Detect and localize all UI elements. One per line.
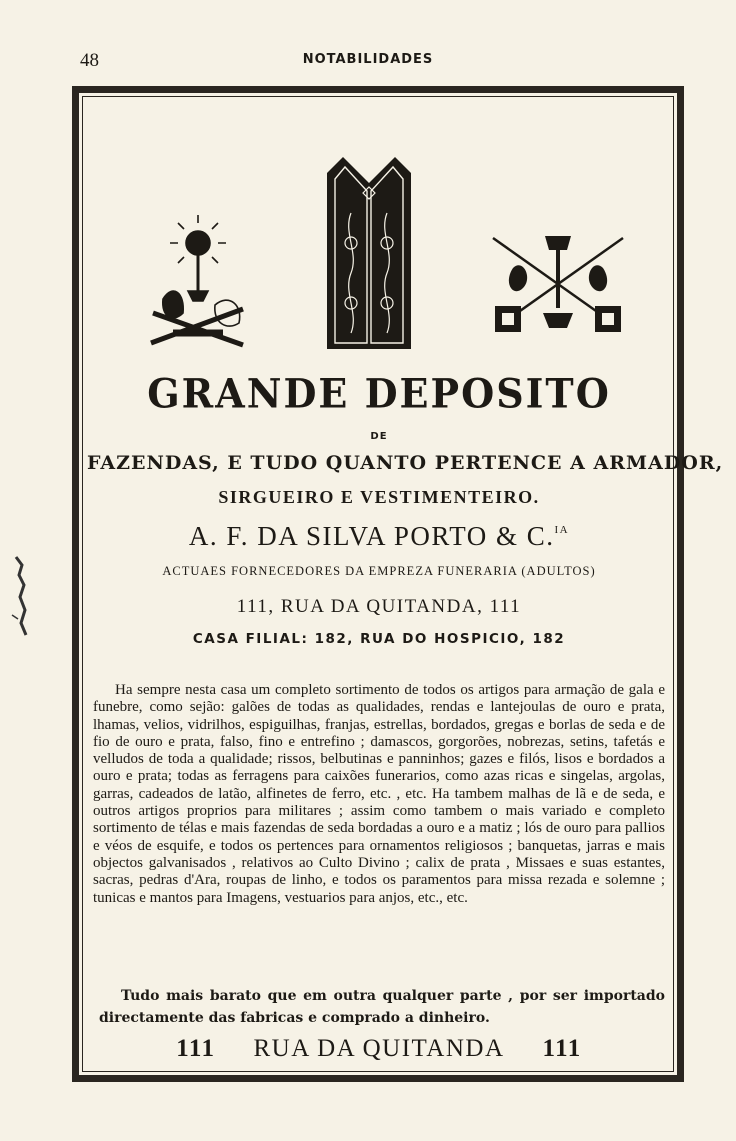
running-head: NOTABILIDADES — [302, 52, 434, 67]
advert-frame — [72, 86, 724, 1082]
stole-icon — [323, 153, 415, 353]
ornament-row — [93, 113, 665, 363]
purveyors-line: ACTUAES FORNECEDORES DA EMPREZA FUNERARIA (ADULTOS) — [162, 564, 596, 578]
advert-content — [87, 113, 724, 1063]
firm-suffix: IA — [554, 524, 570, 536]
footer-number-left: 111 — [176, 1035, 216, 1062]
advert-title: GRANDE DEPOSITO — [147, 369, 611, 418]
advert-body-paragraph: Ha sempre nesta casa um completo sortimento de todos os artigos para armação de gala e funebre, como sejão: galões de todas as qualidades, rendas e lantejoulas de ouro e prata, lhamas, velios, vidrilhos, espiguilhas, franjas, estrellas, bordados, gregas e borlas de seda e de fio de ouro e prata, falso, fino e entrefino ; damascos, gorgorões, nobrezas, setins, tafetás e velludos de toda a qualidade; rissos, belbutinas e panninhos; gazes e filós, lisos e bordados a ouro e prata; todas as ferragens para caixões funerarios, como azas ricas e singelas, argolas, garras, cadeados de latão, alfinetes de ferro, etc. , etc. Ha tambem malhas de lã e de seda, e outros artigos proprios para militares ; assim como tambem o mais variado e completo sortimento de télas e mais fazendas de seda bordadas a ouro e a matiz ; lós de ouro para pallios e véos de esquife, e todos os pertences para ornamentos religiosos ; banquetas, jarras e mais objectos galvanisados , relativos ao Culto Divino ; calix de prata , Missaes e suas estantes, sacras, pedras d'Ara, roupas de linho, e todos os paramentos para missa rezada e solemne ; tunicas e mantos para Imagens, vestuarios para anjos, etc., etc. — [93, 682, 665, 906]
title-connector: DE — [370, 431, 388, 442]
branch-line: CASA FILIAL: 182, RUA DO HOSPICIO, 182 — [192, 631, 566, 647]
page-number: 48 — [80, 50, 99, 71]
monstrance-icon — [143, 213, 253, 353]
footer-number-right: 111 — [542, 1035, 582, 1062]
firm-name-text: A. F. DA SILVA PORTO & C. — [188, 521, 555, 551]
subtitle-line-1: FAZENDAS, E TUDO QUANTO PERTENCE A ARMADOR, — [87, 452, 724, 474]
margin-ink-mark — [10, 555, 34, 637]
candlesticks-icon — [483, 228, 633, 343]
address-line: 111, RUA DA QUITANDA, 111 — [236, 596, 522, 617]
advert-closing-paragraph: Tudo mais barato que em outra qualquer parte , por ser importado directamente das fabricas e comprado a dinheiro. — [99, 988, 665, 1026]
footer-street: RUA DA QUITANDA — [253, 1035, 505, 1062]
subtitle-line-2: SIRGUEIRO E VESTIMENTEIRO. — [218, 487, 540, 507]
firm-name — [93, 521, 665, 552]
footer-address — [93, 1035, 665, 1063]
